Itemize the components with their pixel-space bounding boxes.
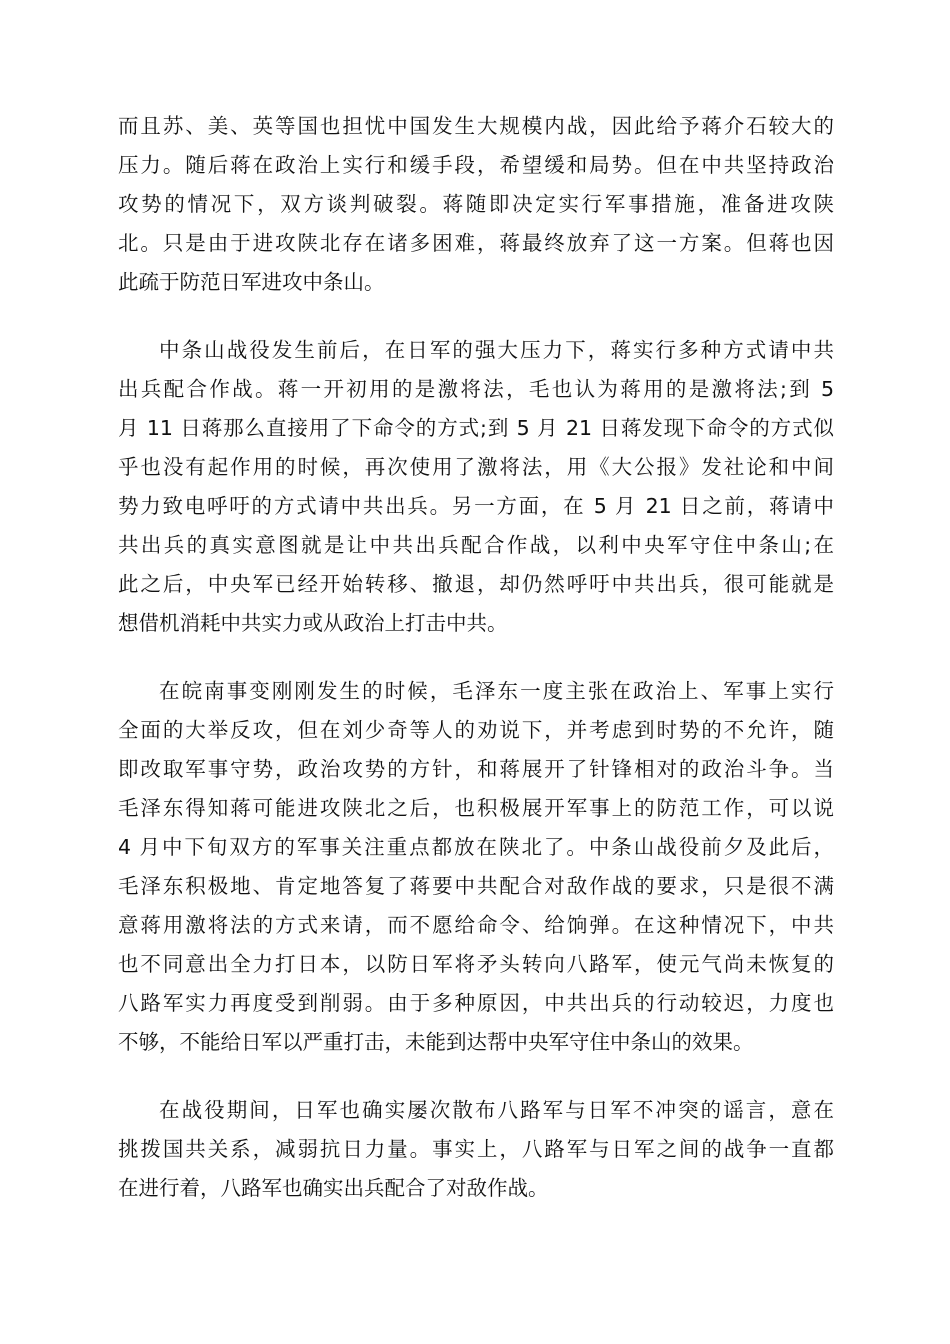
text-line: 也不同意出全力打日本，以防日军将矛头转向八路军，使元气尚未恢复的: [118, 952, 834, 976]
text-line: 即改取军事守势，政治攻势的方针，和蒋展开了针锋相对的政治斗争。当: [118, 757, 834, 781]
text-line: 此疏于防范日军进攻中条山。: [118, 270, 385, 294]
text-line: 在战役期间，日军也确实屡次散布八路军与日军不冲突的谣言，意在: [159, 1098, 834, 1122]
text-line: 此之后，中央军已经开始转移、撤退，却仍然呼吁中共出兵，很可能就是: [118, 572, 834, 596]
text-line: 挑拨国共关系，减弱抗日力量。事实上，八路军与日军之间的战争一直都: [118, 1137, 834, 1161]
text-line: 月 11 日蒋那么直接用了下命令的方式;到 5 月 21 日蒋发现下命令的方式似: [118, 416, 834, 440]
text-line: 在皖南事变刚刚发生的时候，毛泽东一度主张在政治上、军事上实行: [159, 679, 834, 703]
text-line: 出兵配合作战。蒋一开初用的是激将法，毛也认为蒋用的是激将法;到 5: [118, 377, 834, 401]
text-line: 乎也没有起作用的时候，再次使用了激将法，用《大公报》发社论和中间: [118, 455, 834, 479]
text-line: 八路军实力再度受到削弱。由于多种原因，中共出兵的行动较迟，力度也: [118, 991, 834, 1015]
text-line: 在进行着，八路军也确实出兵配合了对敌作战。: [118, 1176, 549, 1200]
paragraph-4: [118, 1091, 834, 1208]
text-line: 毛泽东得知蒋可能进攻陕北之后，也积极展开军事上的防范工作，可以说: [118, 796, 834, 820]
text-line: 攻势的情况下，双方谈判破裂。蒋随即决定实行军事措施，准备进攻陕: [118, 192, 834, 216]
text-line: 4 月中下旬双方的军事关注重点都放在陕北了。中条山战役前夕及此后，: [118, 835, 834, 859]
text-line: 北。只是由于进攻陕北存在诸多困难，蒋最终放弃了这一方案。但蒋也因: [118, 231, 834, 255]
text-line: 势力致电呼吁的方式请中共出兵。另一方面，在 5 月 21 日之前，蒋请中: [118, 494, 834, 518]
text-line: 中条山战役发生前后，在日军的强大压力下，蒋实行多种方式请中共: [159, 338, 834, 362]
paragraph-2: [118, 331, 834, 643]
text-line: 想借机消耗中共实力或从政治上打击中共。: [118, 611, 508, 635]
paragraph-1: [118, 107, 834, 302]
text-line: 毛泽东积极地、肯定地答复了蒋要中共配合对敌作战的要求，只是很不满: [118, 874, 834, 898]
document-body: [118, 107, 834, 1237]
text-line: 而且苏、美、英等国也担忧中国发生大规模内战，因此给予蒋介石较大的: [118, 114, 834, 138]
text-line: 压力。随后蒋在政治上实行和缓手段，希望缓和局势。但在中共坚持政治: [118, 153, 834, 177]
text-line: 全面的大举反攻，但在刘少奇等人的劝说下，并考虑到时势的不允许，随: [118, 718, 834, 742]
paragraph-3: [118, 672, 834, 1062]
text-line: 共出兵的真实意图就是让中共出兵配合作战，以利中央军守住中条山;在: [118, 533, 834, 557]
text-line: 不够，不能给日军以严重打击，未能到达帮中央军守住中条山的效果。: [118, 1030, 754, 1054]
text-line: 意蒋用激将法的方式来请，而不愿给命令、给饷弹。在这种情况下，中共: [118, 913, 834, 937]
